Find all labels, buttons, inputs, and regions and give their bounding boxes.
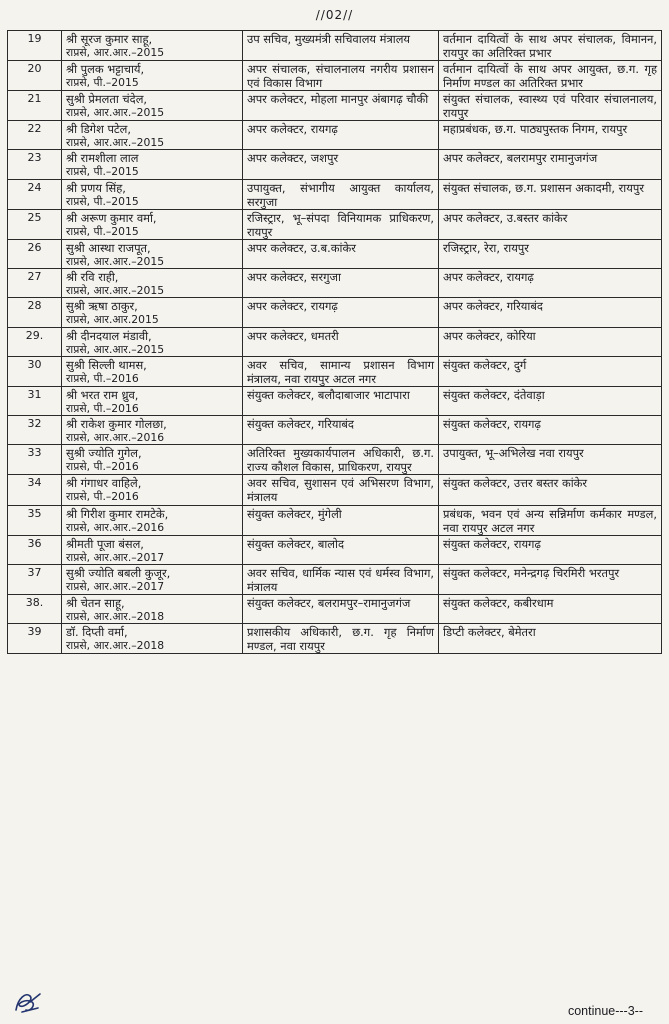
table-row bbox=[8, 445, 662, 475]
new-posting: अपर कलेक्टर, गरियाबंद bbox=[439, 298, 662, 327]
officer-cell bbox=[62, 150, 243, 179]
officer-service-batch: राप्रसे, आर.आर.–2015 bbox=[66, 136, 165, 150]
table-row bbox=[8, 61, 662, 91]
table-row bbox=[8, 416, 662, 445]
new-posting: संयुक्त कलेक्टर, दुर्ग bbox=[439, 356, 662, 386]
officer-cell bbox=[62, 356, 243, 386]
officer-cell bbox=[62, 91, 243, 121]
serial-number: 33 bbox=[8, 445, 62, 475]
new-posting: रजिस्ट्रार, रेरा, रायपुर bbox=[439, 239, 662, 268]
current-posting: अपर कलेक्टर, रायगढ़ bbox=[243, 121, 439, 150]
officer-name: श्री गिरीश कुमार रामटेके, bbox=[66, 506, 169, 521]
officer-service-batch: राप्रसे, आर.आर.–2016 bbox=[66, 431, 165, 445]
officer-cell bbox=[62, 31, 243, 61]
current-posting: अपर कलेक्टर, उ.ब.कांकेर bbox=[243, 239, 439, 268]
officer-name: श्रीमती पूजा बंसल, bbox=[66, 536, 144, 551]
serial-number: 19 bbox=[8, 31, 62, 61]
new-posting: अपर कलेक्टर, रायगढ़ bbox=[439, 269, 662, 298]
officer-name: सुश्री ज्योति बबली कुजूर, bbox=[66, 565, 171, 580]
serial-number: 31 bbox=[8, 386, 62, 415]
officer-service-batch: राप्रसे, पी.–2015 bbox=[66, 76, 139, 90]
serial-number: 28 bbox=[8, 298, 62, 327]
transfer-order-table bbox=[7, 30, 662, 654]
officer-service-batch: राप्रसे, पी.–2016 bbox=[66, 490, 139, 504]
officer-cell bbox=[62, 327, 243, 356]
serial-number: 21 bbox=[8, 91, 62, 121]
table-row bbox=[8, 505, 662, 535]
officer-cell bbox=[62, 179, 243, 209]
officer-cell bbox=[62, 121, 243, 150]
serial-number: 24 bbox=[8, 179, 62, 209]
officer-service-batch: राप्रसे, आर.आर.–2018 bbox=[66, 639, 165, 653]
serial-number: 39 bbox=[8, 624, 62, 654]
officer-cell bbox=[62, 445, 243, 475]
current-posting: संयुक्त कलेक्टर, बलौदाबाजार भाटापारा bbox=[243, 386, 439, 415]
officer-service-batch: राप्रसे, आर.आर.–2016 bbox=[66, 520, 165, 534]
current-posting: अपर कलेक्टर, मोहला मानपुर अंबागढ़ चौकी bbox=[243, 91, 439, 121]
officer-name: श्री सूरज कुमार साहू, bbox=[66, 32, 153, 46]
officer-name: श्री डिगेश पटेल, bbox=[66, 122, 132, 137]
officer-service-batch: राप्रसे, आर.आर.–2015 bbox=[66, 46, 165, 60]
serial-number: 22 bbox=[8, 121, 62, 150]
new-posting: संयुक्त कलेक्टर, रायगढ़ bbox=[439, 535, 662, 564]
officer-name: श्री अरूण कुमार वर्मा, bbox=[66, 210, 157, 225]
table-row bbox=[8, 298, 662, 327]
new-posting: अपर कलेक्टर, कोरिया bbox=[439, 327, 662, 356]
current-posting: उपायुक्त, संभागीय आयुक्त कार्यालय, सरगुजा bbox=[243, 179, 439, 209]
officer-service-batch: राप्रसे, आर.आर.–2015 bbox=[66, 284, 165, 298]
serial-number: 37 bbox=[8, 564, 62, 594]
officer-cell bbox=[62, 61, 243, 91]
officer-service-batch: राप्रसे, आर.आर.2015 bbox=[66, 313, 159, 327]
officer-name: श्री पुलक भट्टाचार्य, bbox=[66, 62, 145, 77]
serial-number: 30 bbox=[8, 356, 62, 386]
current-posting: अवर सचिव, सुशासन एवं अभिसरण विभाग, मंत्रालय bbox=[243, 475, 439, 505]
table-row bbox=[8, 475, 662, 505]
signature-mark bbox=[12, 988, 44, 1016]
officer-cell bbox=[62, 475, 243, 505]
current-posting: अपर कलेक्टर, धमतरी bbox=[243, 327, 439, 356]
serial-number: 26 bbox=[8, 239, 62, 268]
new-posting: संयुक्त कलेक्टर, उत्तर बस्तर कांकेर bbox=[439, 475, 662, 505]
officer-service-batch: राप्रसे, आर.आर.–2015 bbox=[66, 106, 165, 120]
officer-service-batch: राप्रसे, आर.आर.–2017 bbox=[66, 579, 165, 593]
table-row bbox=[8, 356, 662, 386]
serial-number: 29. bbox=[8, 327, 62, 356]
new-posting: संयुक्त संचालक, स्वास्थ्य एवं परिवार संचालनालय, रायपुर bbox=[439, 91, 662, 121]
serial-number: 27 bbox=[8, 269, 62, 298]
serial-number: 38. bbox=[8, 594, 62, 623]
table-row bbox=[8, 150, 662, 179]
officer-service-batch: राप्रसे, पी.–2016 bbox=[66, 401, 139, 415]
officer-cell bbox=[62, 298, 243, 327]
new-posting: अपर कलेक्टर, बलरामपुर रामानुजगंज bbox=[439, 150, 662, 179]
table-row bbox=[8, 209, 662, 239]
officer-service-batch: राप्रसे, आर.आर.–2015 bbox=[66, 254, 165, 268]
officer-name: श्री गंगाधर वाहिले, bbox=[66, 476, 142, 491]
officer-name: श्री प्रणय सिंह, bbox=[66, 180, 126, 195]
current-posting: अवर सचिव, धार्मिक न्यास एवं धर्मस्व विभाग, मंत्रालय bbox=[243, 564, 439, 594]
officer-cell bbox=[62, 209, 243, 239]
serial-number: 35 bbox=[8, 505, 62, 535]
officer-name: श्री चेतन साहू, bbox=[66, 595, 125, 610]
table-body bbox=[8, 31, 662, 654]
table-row bbox=[8, 91, 662, 121]
new-posting: संयुक्त कलेक्टर, दंतेवाड़ा bbox=[439, 386, 662, 415]
officer-service-batch: राप्रसे, पी.–2016 bbox=[66, 460, 139, 474]
serial-number: 36 bbox=[8, 535, 62, 564]
officer-name: श्री दीनदयाल मंडावी, bbox=[66, 328, 152, 343]
new-posting: संयुक्त कलेक्टर, मनेन्द्रगढ़ चिरमिरी भरतपुर bbox=[439, 564, 662, 594]
officer-cell bbox=[62, 564, 243, 594]
officer-name: सुश्री ज्योति गुगेल, bbox=[66, 446, 142, 461]
table-row bbox=[8, 564, 662, 594]
table-row bbox=[8, 239, 662, 268]
officer-service-batch: राप्रसे, पी.–2015 bbox=[66, 224, 139, 238]
current-posting: रजिस्ट्रार, भू–संपदा विनियामक प्राधिकरण, रायपुर bbox=[243, 209, 439, 239]
continue-note: continue---3-- bbox=[567, 1004, 643, 1018]
table-row bbox=[8, 535, 662, 564]
table-row bbox=[8, 269, 662, 298]
current-posting: अपर कलेक्टर, सरगुजा bbox=[243, 269, 439, 298]
current-posting: प्रशासकीय अधिकारी, छ.ग. गृह निर्माण मण्डल, नवा रायपुर bbox=[243, 624, 439, 654]
officer-service-batch: राप्रसे, पी.–2016 bbox=[66, 371, 139, 385]
officer-service-batch: राप्रसे, आर.आर.–2017 bbox=[66, 550, 165, 564]
new-posting: उपायुक्त, भू–अभिलेख नवा रायपुर bbox=[439, 445, 662, 475]
table-row bbox=[8, 179, 662, 209]
table-row bbox=[8, 624, 662, 654]
officer-cell bbox=[62, 416, 243, 445]
current-posting: उप सचिव, मुख्यमंत्री सचिवालय मंत्रालय bbox=[243, 31, 439, 61]
serial-number: 25 bbox=[8, 209, 62, 239]
current-posting: अपर संचालक, संचालनालय नगरीय प्रशासन एवं विकास विभाग bbox=[243, 61, 439, 91]
table-row bbox=[8, 386, 662, 415]
serial-number: 23 bbox=[8, 150, 62, 179]
officer-name: सुश्री सिल्ली थामस, bbox=[66, 357, 147, 372]
officer-cell bbox=[62, 624, 243, 654]
serial-number: 32 bbox=[8, 416, 62, 445]
serial-number: 20 bbox=[8, 61, 62, 91]
current-posting: अवर सचिव, सामान्य प्रशासन विभाग मंत्रालय, नवा रायपुर अटल नगर bbox=[243, 356, 439, 386]
table-row bbox=[8, 31, 662, 61]
current-posting: संयुक्त कलेक्टर, गरियाबंद bbox=[243, 416, 439, 445]
officer-name: सुश्री ऋषा ठाकुर, bbox=[66, 299, 138, 314]
officer-cell bbox=[62, 505, 243, 535]
table-row bbox=[8, 594, 662, 623]
officer-name: डॉ. दिप्ती वर्मा, bbox=[66, 625, 128, 640]
current-posting: संयुक्त कलेक्टर, बालोद bbox=[243, 535, 439, 564]
current-posting: अतिरिक्त मुख्यकार्यपालन अधिकारी, छ.ग. राज्य कौशल विकास, प्राधिकरण, रायपुर bbox=[243, 445, 439, 475]
officer-cell bbox=[62, 239, 243, 268]
current-posting: अपर कलेक्टर, जशपुर bbox=[243, 150, 439, 179]
officer-cell bbox=[62, 386, 243, 415]
officer-name: सुश्री आस्था राजपूत, bbox=[66, 240, 151, 255]
serial-number: 34 bbox=[8, 475, 62, 505]
officer-cell bbox=[62, 269, 243, 298]
current-posting: संयुक्त कलेक्टर, मुंगेली bbox=[243, 505, 439, 535]
new-posting: संयुक्त संचालक, छ.ग. प्रशासन अकादमी, रायपुर bbox=[439, 179, 662, 209]
officer-service-batch: राप्रसे, पी.–2015 bbox=[66, 165, 139, 179]
officer-name: श्री रवि राही, bbox=[66, 270, 119, 284]
page-number: //02// bbox=[315, 8, 354, 22]
new-posting: महाप्रबंधक, छ.ग. पाठ्यपुस्तक निगम, रायपुर bbox=[439, 121, 662, 150]
table-row bbox=[8, 121, 662, 150]
officer-name: श्री भरत राम ध्रुव, bbox=[66, 387, 139, 402]
new-posting: संयुक्त कलेक्टर, कबीरधाम bbox=[439, 594, 662, 623]
new-posting: डिप्टी कलेक्टर, बेमेतरा bbox=[439, 624, 662, 654]
officer-service-batch: राप्रसे, आर.आर.–2018 bbox=[66, 609, 165, 623]
new-posting: प्रबंधक, भवन एवं अन्य सन्निर्माण कर्मकार मण्डल, नवा रायपुर अटल नगर bbox=[439, 505, 662, 535]
current-posting: संयुक्त कलेक्टर, बलरामपुर–रामानुजगंज bbox=[243, 594, 439, 623]
new-posting: अपर कलेक्टर, उ.बस्तर कांकेर bbox=[439, 209, 662, 239]
officer-service-batch: राप्रसे, आर.आर.–2015 bbox=[66, 342, 165, 356]
new-posting: वर्तमान दायित्वों के साथ अपर आयुक्त, छ.ग. गृह निर्माण मण्डल का अतिरिक्त प्रभार bbox=[439, 61, 662, 91]
officer-cell bbox=[62, 594, 243, 623]
officer-cell bbox=[62, 535, 243, 564]
current-posting: अपर कलेक्टर, रायगढ़ bbox=[243, 298, 439, 327]
new-posting: संयुक्त कलेक्टर, रायगढ़ bbox=[439, 416, 662, 445]
officer-name: सुश्री प्रेमलता चंदेल, bbox=[66, 92, 148, 107]
new-posting: वर्तमान दायित्वों के साथ अपर संचालक, विमानन, रायपुर का अतिरिक्त प्रभार bbox=[439, 31, 662, 61]
officer-name: श्री राकेश कुमार गोलछा, bbox=[66, 417, 167, 432]
table-row bbox=[8, 327, 662, 356]
officer-name: श्री रामशीला लाल bbox=[66, 151, 139, 166]
officer-service-batch: राप्रसे, पी.–2015 bbox=[66, 194, 139, 208]
